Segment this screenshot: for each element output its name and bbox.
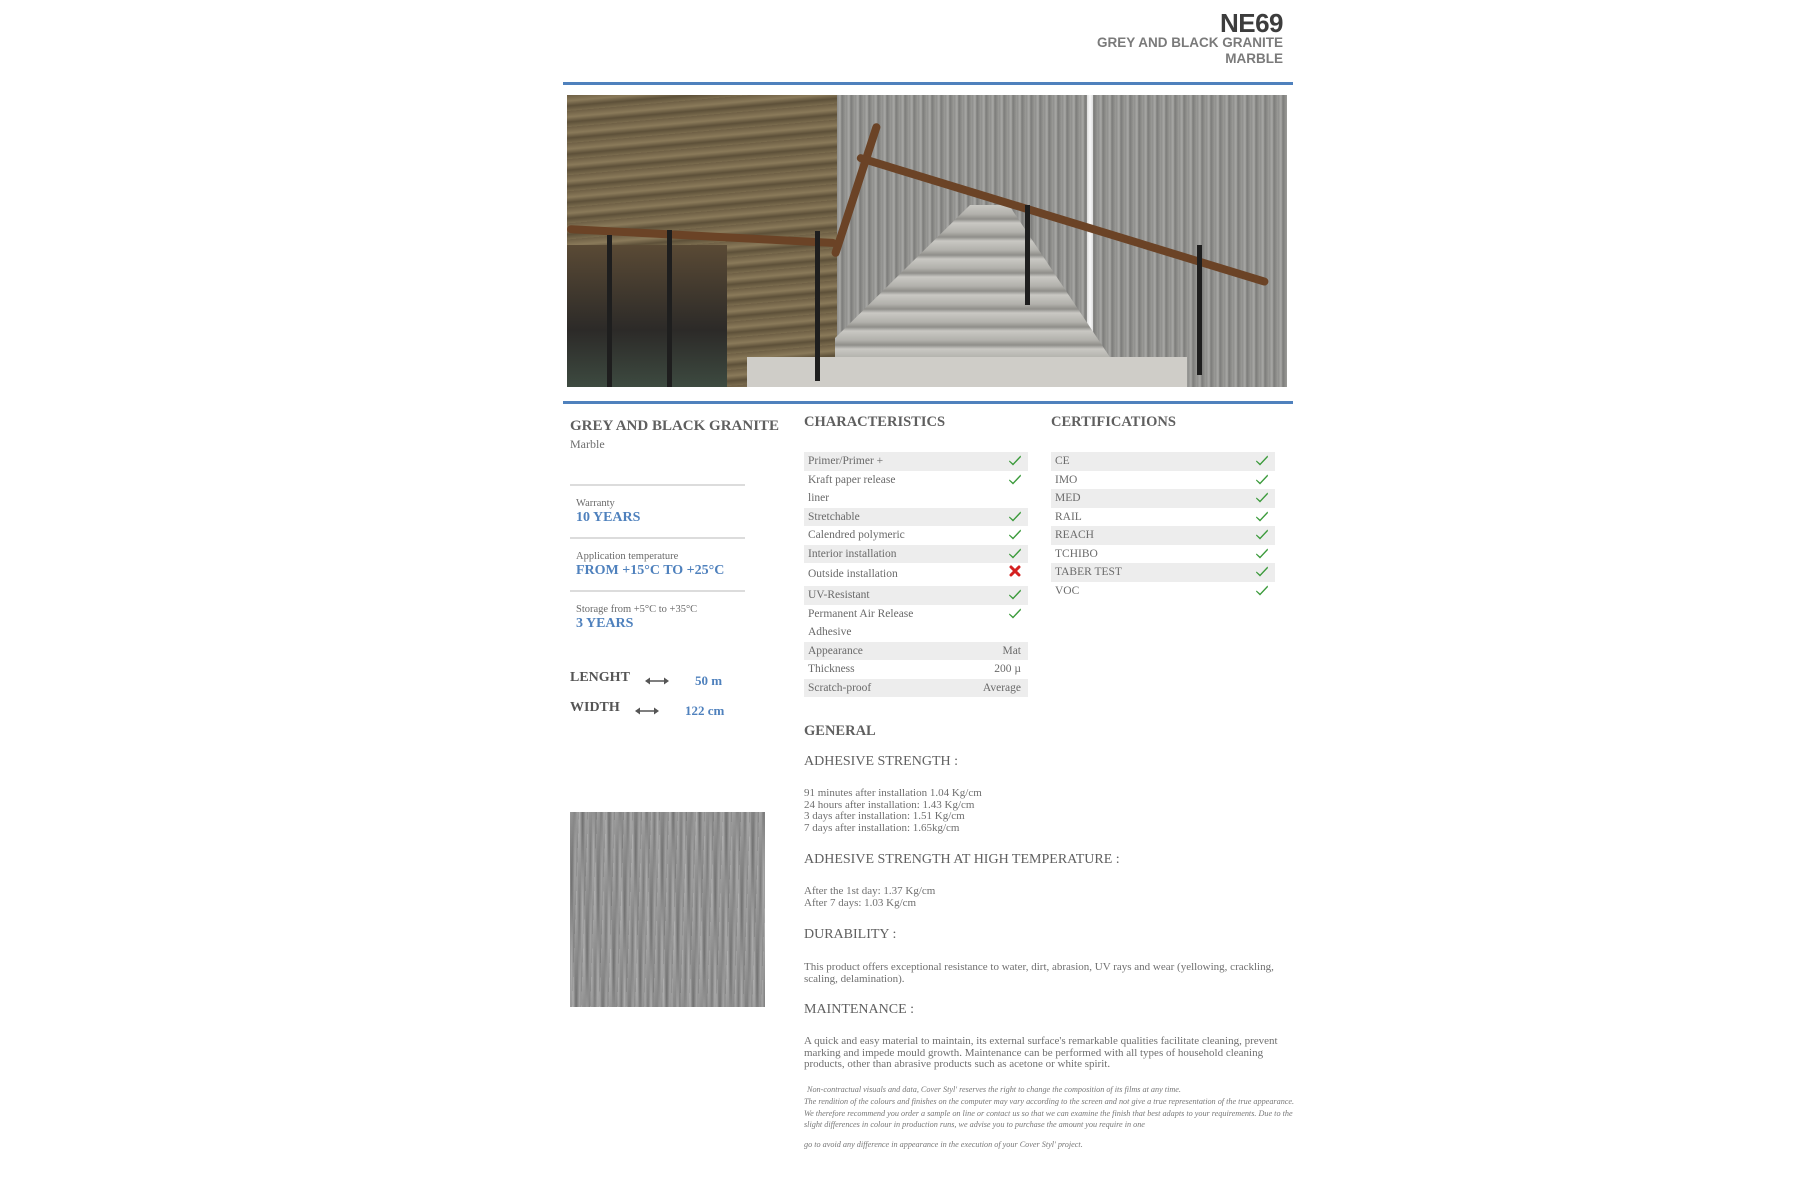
hero-photo-staircase — [567, 95, 1287, 387]
width-label: WIDTH — [570, 700, 620, 715]
row-value: 200 µ — [994, 663, 1021, 675]
maintenance-text: A quick and easy material to maintain, its external surface's remarkable qualities facilitate cleaning, prevent marking and impede mould growth. Maintenance can be performed with all types of household cleaning products, other than abrasive products such as acetone or white spirit. — [804, 1035, 1278, 1070]
subtitle-line-1: GREY AND BLACK GRANITE — [1096, 35, 1283, 50]
divider — [570, 484, 745, 486]
double-arrow-icon — [635, 706, 659, 716]
table-row — [804, 471, 1028, 490]
row-label: Permanent Air Release — [808, 607, 914, 620]
texture-swatch — [570, 812, 765, 1007]
check-icon — [1255, 583, 1269, 597]
table-row — [804, 545, 1028, 564]
cross-icon — [1008, 564, 1022, 578]
adhesive-line: 7 days after installation: 1.65kg/cm — [804, 821, 960, 834]
characteristics-title: CHARACTERISTICS — [804, 414, 946, 430]
width-value: 122 cm — [685, 703, 725, 718]
table-row — [804, 605, 1028, 624]
adhesive-line: 24 hours after installation: 1.43 Kg/cm — [804, 798, 975, 811]
row-value: Average — [982, 681, 1021, 694]
row-label: Thickness — [808, 663, 855, 675]
table-row — [804, 489, 1028, 508]
table-row — [804, 660, 1028, 679]
row-label: Scratch-proof — [808, 681, 872, 694]
row-label: Stretchable — [808, 510, 860, 523]
check-icon — [1255, 509, 1269, 523]
disclaimer-line-2: The rendition of the colours and finishes on the computer may vary according to the screen and not give a true representation of the true appearance. We therefore recommend you order a sample on line or contact us so that we can examine the finish that best adapts to your requirements. Due to the slight differences in colour in production runs, we advise you to purchase the amount you require in one — [804, 1097, 1295, 1129]
check-icon — [1255, 527, 1269, 541]
product-title: GREY AND BLACK GRANITE — [570, 418, 780, 434]
maintenance-title: MAINTENANCE : — [804, 1002, 915, 1017]
row-label: Outside installation — [808, 568, 898, 580]
row-label: RAIL — [1055, 510, 1082, 523]
row-label: TCHIBO — [1055, 547, 1098, 560]
check-icon — [1255, 490, 1269, 504]
check-icon — [1008, 546, 1022, 560]
adhesive-line: 91 minutes after installation 1.04 Kg/cm — [804, 787, 982, 799]
table-row — [1051, 508, 1275, 527]
application-temperature-value: FROM +15°C TO +25°C — [576, 563, 725, 578]
product-subtitle — [1097, 35, 1283, 67]
table-row — [804, 623, 1028, 642]
high-temp-line: After 7 days: 1.03 Kg/cm — [804, 896, 917, 909]
check-icon — [1008, 509, 1022, 523]
check-icon — [1255, 546, 1269, 560]
table-row — [1051, 489, 1275, 508]
application-temperature-label: Application temperature — [576, 551, 679, 562]
check-icon — [1008, 472, 1022, 486]
adhesive-strength-title: ADHESIVE STRENGTH : — [804, 754, 958, 769]
durability-text: This product offers exceptional resistance to water, dirt, abrasion, UV rays and wear (yellowing, crackling, scaling, delamination). — [804, 961, 1274, 985]
disclaimer-line-1: Non-contractual visuals and data, Cover Styl' reserves the right to change the composition of its films at any time. — [807, 1085, 1181, 1094]
storage-value: 3 YEARS — [576, 616, 634, 631]
check-icon — [1008, 453, 1022, 467]
table-row — [1051, 526, 1275, 545]
row-label: UV-Resistant — [808, 589, 870, 601]
row-label: REACH — [1055, 529, 1094, 541]
high-temperature-list — [804, 886, 1294, 909]
warranty-value: 10 YEARS — [576, 510, 641, 525]
table-row — [1051, 452, 1275, 471]
table-row — [804, 508, 1028, 527]
table-row — [804, 563, 1028, 586]
divider — [570, 590, 745, 592]
subtitle-line-2: MARBLE — [1225, 51, 1283, 66]
row-label: liner — [808, 492, 830, 504]
check-icon — [1008, 606, 1022, 620]
table-row — [1051, 563, 1275, 582]
check-icon — [1008, 587, 1022, 601]
row-label: MED — [1055, 492, 1081, 504]
length-label: LENGHT — [570, 670, 630, 685]
durability-title: DURABILITY : — [804, 927, 897, 942]
row-label: Appearance — [808, 644, 863, 657]
check-icon — [1008, 527, 1022, 541]
table-row — [804, 452, 1028, 471]
table-row — [1051, 545, 1275, 564]
product-code: NE69 — [1219, 8, 1283, 38]
adhesive-strength-list — [804, 788, 1294, 834]
row-label: IMO — [1055, 473, 1078, 486]
disclaimer-line-3: go to avoid any difference in appearance in the execution of your Cover Styl' project. — [804, 1140, 1083, 1149]
row-label: CE — [1055, 455, 1070, 467]
row-label: Primer/Primer + — [808, 455, 884, 467]
row-label: Calendred polymeric — [808, 529, 905, 541]
top-divider — [563, 82, 1293, 85]
certifications-table — [1051, 452, 1275, 600]
storage-label: Storage from +5°C to +35°C — [576, 604, 698, 615]
row-value: Mat — [1002, 644, 1021, 657]
table-row — [804, 586, 1028, 605]
table-row — [1051, 582, 1275, 601]
row-label: Interior installation — [808, 547, 897, 560]
divider — [570, 537, 745, 539]
general-title: GENERAL — [804, 723, 876, 739]
check-icon — [1255, 564, 1269, 578]
certifications-title: CERTIFICATIONS — [1051, 414, 1176, 430]
product-category: Marble — [570, 437, 605, 451]
row-label: VOC — [1055, 584, 1080, 597]
adhesive-line: 3 days after installation: 1.51 Kg/cm — [804, 810, 965, 822]
row-label: TABER TEST — [1055, 566, 1122, 578]
double-arrow-icon — [645, 676, 669, 686]
row-label: Kraft paper release — [808, 473, 896, 486]
check-icon — [1255, 453, 1269, 467]
table-row — [804, 642, 1028, 661]
high-temperature-title: ADHESIVE STRENGTH AT HIGH TEMPERATURE : — [804, 852, 1120, 867]
section-divider — [563, 401, 1293, 404]
warranty-label: Warranty — [576, 498, 615, 509]
table-row — [804, 679, 1028, 698]
characteristics-table — [804, 452, 1028, 697]
check-icon — [1255, 472, 1269, 486]
row-label: Adhesive — [808, 626, 852, 638]
table-row — [1051, 471, 1275, 490]
high-temp-line: After the 1st day: 1.37 Kg/cm — [804, 885, 936, 897]
table-row — [804, 526, 1028, 545]
length-value: 50 m — [695, 673, 723, 688]
